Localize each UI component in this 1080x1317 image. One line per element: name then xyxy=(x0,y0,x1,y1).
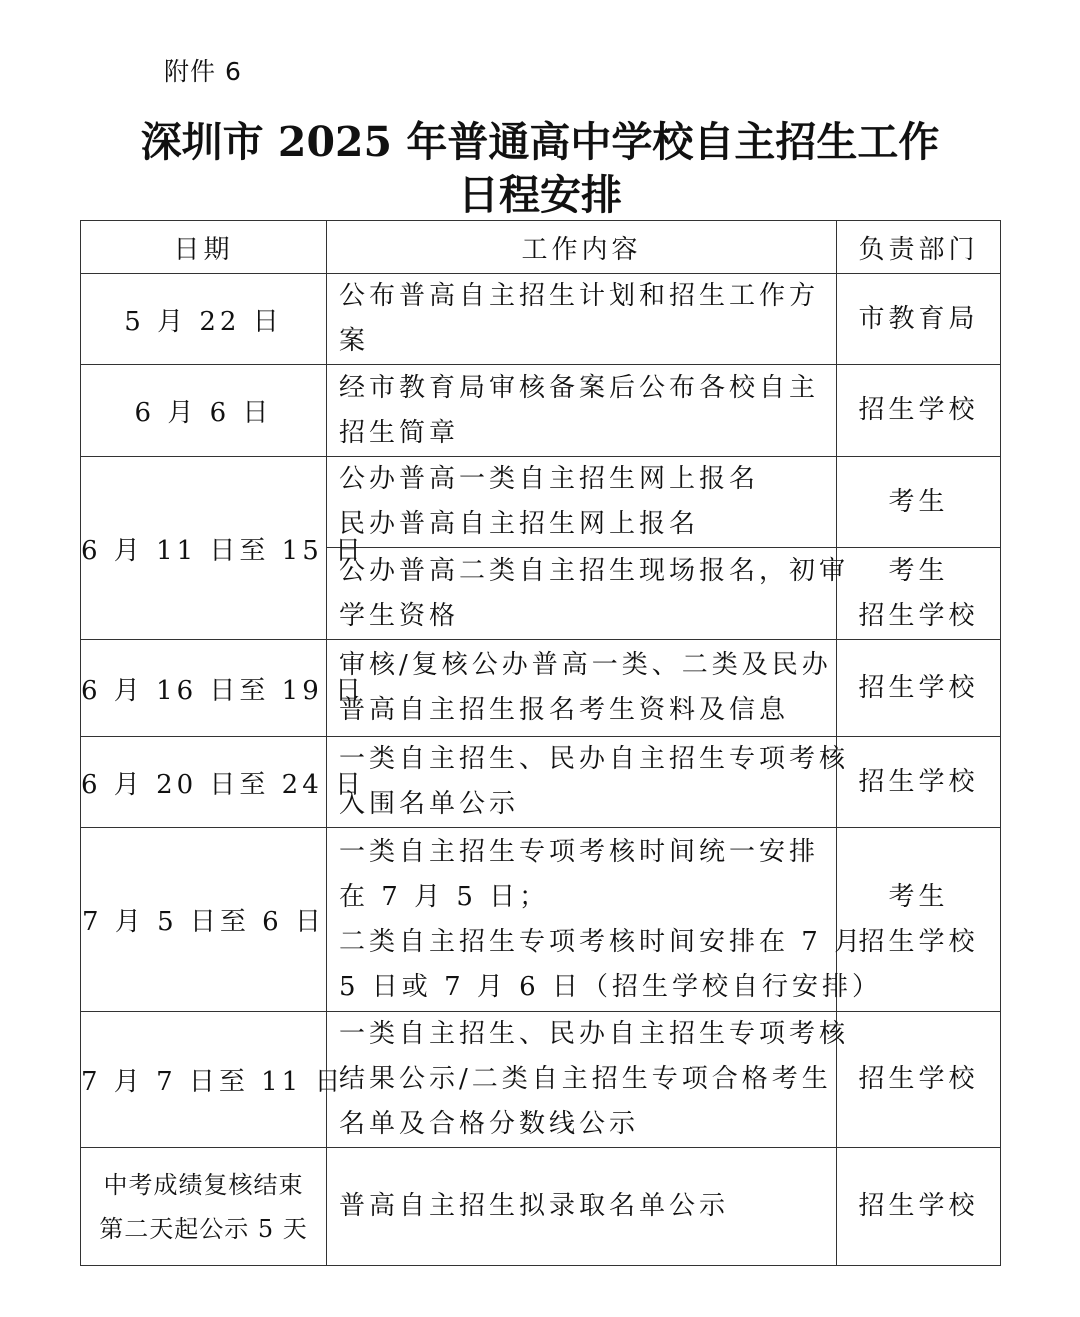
table-row xyxy=(81,365,1001,457)
row-date: 7 月 7 日至 11 日 xyxy=(81,1012,327,1148)
row-dept: 招生学校 xyxy=(837,1148,1001,1266)
table-row xyxy=(81,1012,1001,1148)
row-content: 一类自主招生、民办自主招生专项考核 入围名单公示 xyxy=(327,737,837,828)
row-content: 公办普高二类自主招生现场报名，初审 学生资格 xyxy=(327,548,837,640)
row-dept: 招生学校 xyxy=(837,737,1001,828)
table-row xyxy=(81,737,1001,828)
row-dept: 考生 招生学校 xyxy=(837,828,1001,1012)
row-date: 中考成绩复核结束 第二天起公示 5 天 xyxy=(81,1148,327,1266)
row-dept: 招生学校 xyxy=(837,640,1001,737)
row-content: 经市教育局审核备案后公布各校自主 招生简章 xyxy=(327,365,837,457)
row-content: 一类自主招生、民办自主招生专项考核 结果公示/二类自主招生专项合格考生 名单及合格分数线公示 xyxy=(327,1012,837,1148)
row-content: 普高自主招生拟录取名单公示 xyxy=(327,1148,837,1266)
header-dept: 负责部门 xyxy=(837,221,1001,274)
row-date: 6 月 11 日至 15 日 xyxy=(81,457,327,640)
table-header-row xyxy=(81,221,1001,274)
document-subtitle: 日程安排 xyxy=(458,171,622,219)
row-dept: 招生学校 xyxy=(837,1012,1001,1148)
row-date: 6 月 6 日 xyxy=(81,365,327,457)
document-title: 深圳市 2025 年普通高中学校自主招生工作 xyxy=(140,118,940,166)
row-content: 一类自主招生专项考核时间统一安排 在 7 月 5 日； 二类自主招生专项考核时间安排在 7 月 5 日或 7 月 6 日（招生学校自行安排） xyxy=(327,828,837,1012)
schedule-table xyxy=(80,220,1001,1266)
row-dept: 市教育局 xyxy=(837,274,1001,365)
row-content: 审核/复核公办普高一类、二类及民办 普高自主招生报名考生资料及信息 xyxy=(327,640,837,737)
row-dept: 考生 xyxy=(837,457,1001,548)
table-row xyxy=(81,274,1001,365)
table-row xyxy=(81,1148,1001,1266)
row-content: 公布普高自主招生计划和招生工作方 案 xyxy=(327,274,837,365)
row-date: 7 月 5 日至 6 日 xyxy=(81,828,327,1012)
row-date: 6 月 16 日至 19 日 xyxy=(81,640,327,737)
table-row xyxy=(81,457,1001,548)
table-row xyxy=(81,640,1001,737)
row-date: 5 月 22 日 xyxy=(81,274,327,365)
row-dept: 招生学校 xyxy=(837,365,1001,457)
row-content: 公办普高一类自主招生网上报名 民办普高自主招生网上报名 xyxy=(327,457,837,548)
header-content: 工作内容 xyxy=(327,221,837,274)
row-date: 6 月 20 日至 24 日 xyxy=(81,737,327,828)
header-date: 日期 xyxy=(81,221,327,274)
attachment-label: 附件 6 xyxy=(164,57,242,86)
row-dept: 考生 招生学校 xyxy=(837,548,1001,640)
table-row xyxy=(81,828,1001,1012)
